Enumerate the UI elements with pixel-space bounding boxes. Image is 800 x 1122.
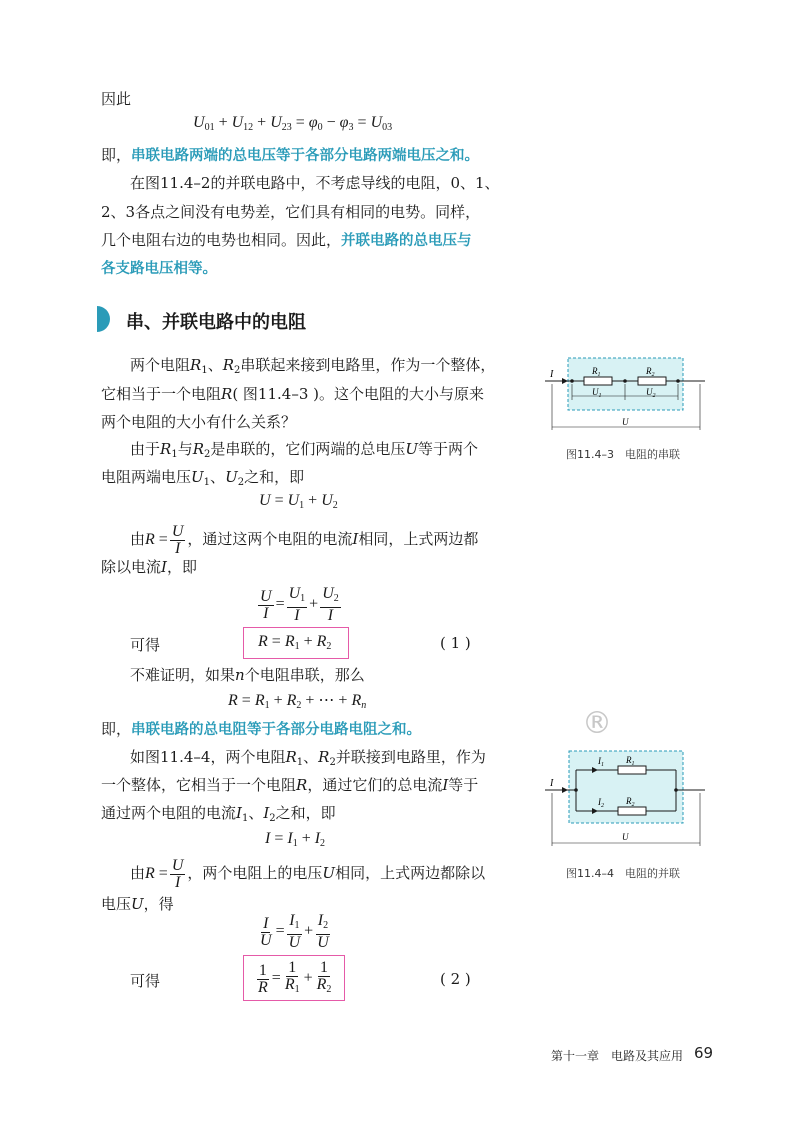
svg-text:I: I — [550, 369, 554, 380]
series-circuit-figure — [540, 352, 710, 442]
paragraph-parallel-r-1: 如图11.4–4，两个电阻$R_1$、$R_2$并联接到电路里，作为 — [130, 748, 486, 768]
page-number: 69 — [694, 1044, 714, 1062]
svg-text:I1: $I_1$ — [598, 756, 604, 768]
paragraph-parallel-ohm-1: 由R = $\frac{U}{I}$ ，两个电阻上的电压U相同，上式两边都除以 — [130, 856, 486, 891]
therefore-text: 因此 — [101, 90, 132, 108]
paragraph-ohm-1: 由R = $\frac{U}{I}$ ，通过这两个电阻的电流I相同，上式两边都 — [130, 522, 479, 557]
svg-text:R2: $R_2$ — [626, 796, 635, 808]
equation-number-2: ( 2 ) — [440, 970, 471, 988]
footer-chapter: 第十一章 电路及其应用 — [551, 1049, 684, 1063]
equation-parallel-resistance: $\frac{1}{R}$ = $\frac{1}{R_1}$ + $\frac{1}{R_2}$ — [258, 959, 332, 996]
registered-watermark: ® — [582, 706, 612, 741]
paragraph-parallel-r-3: 通过两个电阻的电流$I_1$、$I_2$之和，即 — [101, 804, 336, 824]
paragraph-series-2: 它相当于一个电阻R( 图11.4–3 )。这个电阻的大小与原来 — [101, 385, 484, 403]
equation-number-1: ( 1 ) — [440, 634, 471, 652]
svg-text:R1: $R_1$ — [626, 755, 635, 767]
conclusion-series-voltage: 即，串联电路两端的总电压等于各部分电路两端电压之和。 — [101, 146, 480, 164]
svg-text:R2: $R_2$ — [646, 366, 655, 378]
svg-text:U2: $U_2$ — [646, 387, 656, 399]
svg-text:I2: $I_2$ — [598, 797, 604, 809]
svg-text:U: U — [622, 417, 629, 427]
series-figure-caption: 图11.4–3 电阻的串联 — [566, 448, 680, 461]
paragraph-parallel-2: 2、3各点之间没有电势差，它们具有相同的电势。同样， — [101, 203, 481, 221]
paragraph-series-3: 两个电阻的大小有什么关系？ — [101, 413, 297, 431]
paragraph-parallel-1: 在图11.4–2的并联电路中，不考虑导线的电阻，0、1、 — [130, 174, 500, 192]
svg-text:R1: $R_1$ — [592, 366, 601, 378]
equation-divide-u: $\frac{I}{U}$ = $\frac{I_1}{U}$ + $\frac{I_2}{U}$ — [260, 912, 329, 951]
paragraph-ohm-2: 除以电流I，即 — [101, 558, 197, 576]
kede-label-2: 可得 — [130, 972, 161, 990]
svg-text:U: U — [622, 832, 629, 842]
paragraph-series-5: 电阻两端电压$U_1$、$U_2$之和，即 — [101, 468, 305, 488]
paragraph-parallel-r-2: 一个整体，它相当于一个电阻R，通过它们的总电流I等于 — [101, 776, 479, 794]
svg-text:U1: $U_1$ — [592, 387, 602, 399]
paragraph-n-resistors: 不难证明，如果n个电阻串联，那么 — [130, 666, 365, 684]
section-marker-icon — [97, 306, 110, 332]
paragraph-series-1: 两个电阻$R_1$、$R_2$串联起来接到电路里，作为一个整体， — [130, 356, 496, 376]
parallel-circuit-figure — [540, 748, 710, 848]
parallel-figure-caption: 图11.4–4 电阻的并联 — [566, 867, 680, 880]
equation-i-sum: $I = I_1 + I_2$ — [265, 830, 326, 849]
equation-divide-i: $\frac{U}{I}$ = $\frac{U_1}{I}$ + $\frac{U_2}{I}$ — [260, 585, 339, 624]
paragraph-parallel-4: 各支路电压相等。 — [101, 261, 217, 277]
kede-label-1: 可得 — [130, 636, 161, 654]
svg-text:I: I — [550, 778, 554, 789]
paragraph-parallel-3: 几个电阻右边的电势也相同。因此，并联电路的总电压与 — [101, 231, 472, 249]
paragraph-series-4: 由于$R_1$与$R_2$是串联的，它们两端的总电压U等于两个 — [130, 440, 479, 460]
paragraph-parallel-ohm-2: 电压U，得 — [101, 895, 174, 913]
equation-u-sum: $U = U_1 + U_2$ — [259, 492, 338, 511]
equation-voltage-sum: $U_{01} + U_{12} + U_{23} = \varphi_0 - \varphi_3 = U_{03}$ — [193, 114, 393, 133]
conclusion-series-resistance: 即，串联电路的总电阻等于各部分电路电阻之和。 — [101, 720, 422, 738]
section-title: 串、并联电路中的电阻 — [126, 312, 306, 333]
equation-series-resistance: $R = R_1 + R_2$ — [258, 633, 332, 652]
equation-n-series: $R = R_1 + R_2$ + ⋯ + $R_n$ — [228, 692, 367, 711]
